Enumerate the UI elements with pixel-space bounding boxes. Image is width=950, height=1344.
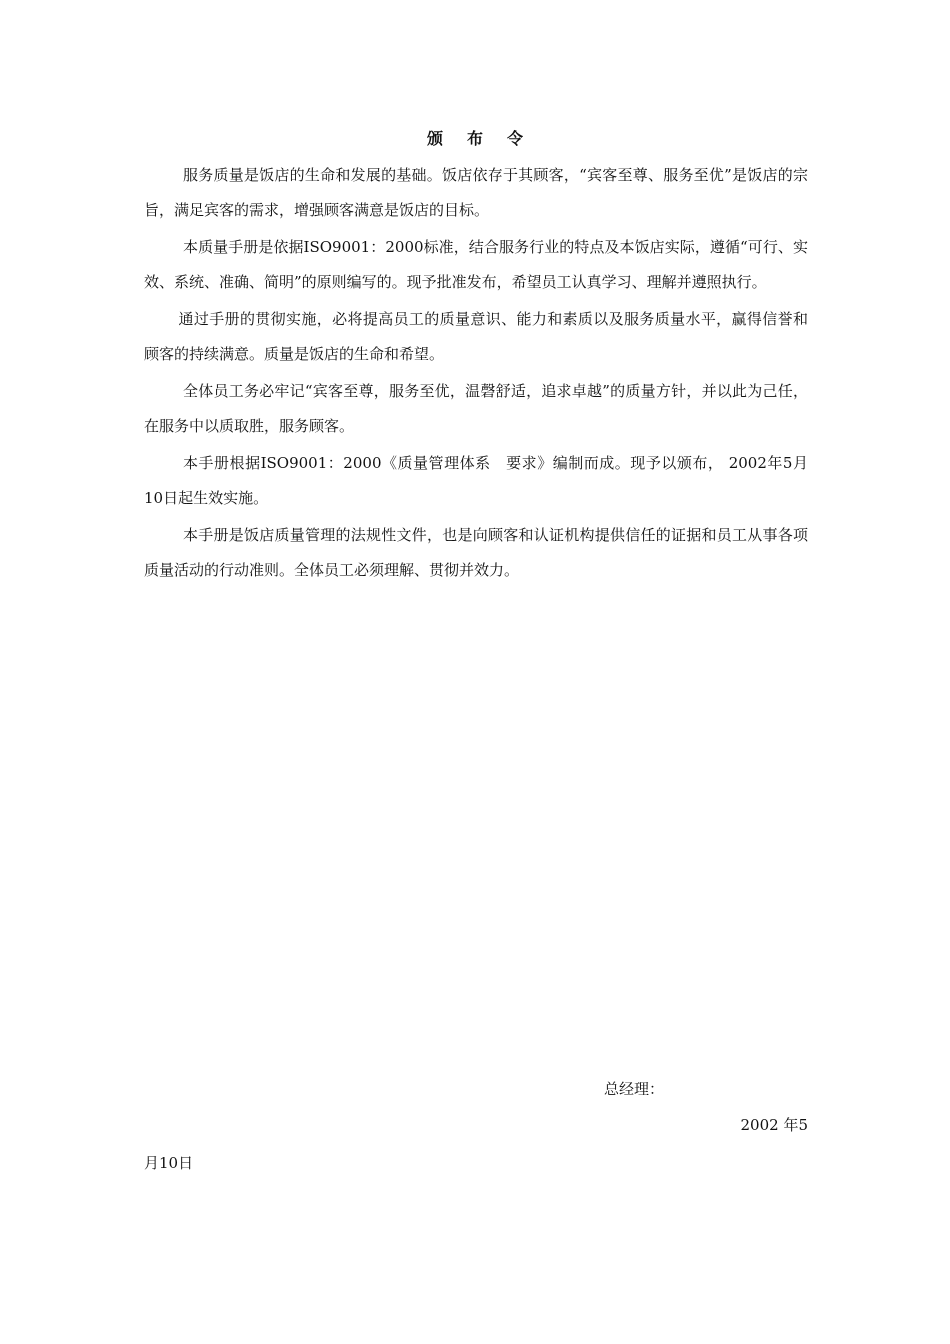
signer-label: 总经理： [604, 1080, 665, 1098]
paragraph-2: 本质量手册是依据ISO9001：2000标准，结合服务行业的特点及本饭店实际，遵循“可行、实效、系统、准确、简明”的原则编写的。现予批准发布，希望员工认真学习、理解并遵照执行。 [144, 238, 808, 291]
document-body [144, 158, 808, 590]
date-part-2: 月10日 [144, 1154, 194, 1172]
paragraph-3: 通过手册的贯彻实施，必将提高员工的质量意识、能力和素质以及服务质量水平，赢得信誉和顾客的持续满意。质量是饭店的生命和希望。 [144, 310, 808, 363]
paragraph-5: 本手册根据ISO9001：2000《质量管理体系 要求》编制而成。现予以颁布， 2002年5月10日起生效实施。 [144, 454, 808, 507]
date-part-1: 2002 年5 [740, 1116, 808, 1134]
paragraph-4: 全体员工务必牢记“宾客至尊，服务至优，温磬舒适，追求卓越”的质量方针，并以此为己任，在服务中以质取胜，服务顾客。 [144, 382, 808, 435]
document-title: 颁布令 [426, 129, 547, 148]
paragraph-6: 本手册是饭店质量管理的法规性文件，也是向顾客和认证机构提供信任的证据和员工从事各项质量活动的行动准则。全体员工必须理解、贯彻并效力。 [144, 526, 808, 579]
paragraph-1: 服务质量是饭店的生命和发展的基础。饭店依存于其顾客，“宾客至尊、服务至优”是饭店的宗旨，满足宾客的需求，增强顾客满意是饭店的目标。 [144, 166, 808, 219]
